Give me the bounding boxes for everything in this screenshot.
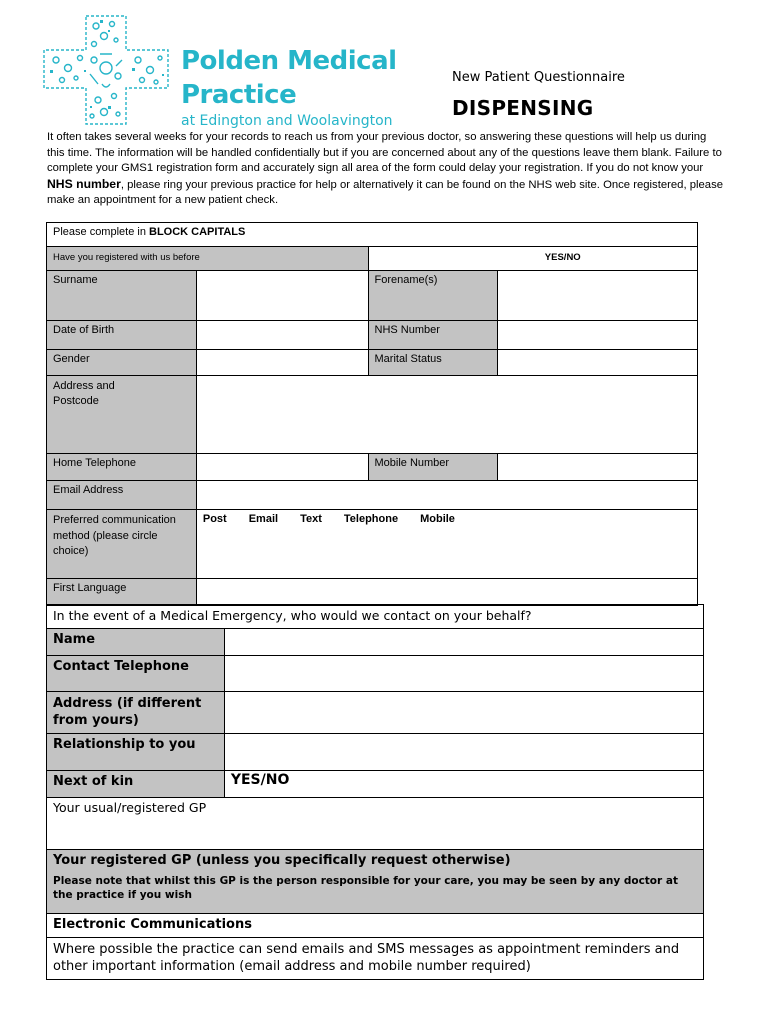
- usual-gp-field[interactable]: Your usual/registered GP: [47, 798, 704, 850]
- preferred-communication-label: Preferred communication method (please circle choice): [47, 510, 197, 579]
- surname-label: Surname: [47, 271, 197, 321]
- dob-label: Date of Birth: [47, 321, 197, 350]
- registered-before-yes-no[interactable]: YES/NO: [368, 247, 698, 271]
- mobile-number-field[interactable]: [498, 454, 698, 481]
- registered-gp-note: Please note that whilst this GP is the person responsible for your care, you may be seen by any doctor at the practice if you wish: [53, 875, 678, 901]
- electronic-communications-heading: Electronic Communications: [47, 914, 704, 938]
- comm-option-post[interactable]: Post: [202, 513, 227, 525]
- nhs-number-label: NHS Number: [368, 321, 498, 350]
- registered-gp-heading: Your registered GP (unless you specifically request otherwise): [53, 853, 511, 868]
- marital-status-field[interactable]: [498, 350, 698, 376]
- comm-option-text[interactable]: Text: [300, 513, 322, 525]
- practice-name-line1: Polden Medical: [181, 46, 397, 76]
- surname-field[interactable]: [196, 271, 368, 321]
- emergency-name-label: Name: [47, 629, 225, 656]
- practice-logo-cross-icon: [42, 14, 170, 126]
- forenames-field[interactable]: [498, 271, 698, 321]
- marital-status-label: Marital Status: [368, 350, 498, 376]
- practice-name-line2: Practice: [181, 80, 297, 110]
- gender-label: Gender: [47, 350, 197, 376]
- page-title: DISPENSING: [452, 96, 594, 120]
- registered-gp-section: [47, 850, 704, 914]
- home-telephone-label: Home Telephone: [47, 454, 197, 481]
- relationship-field[interactable]: [224, 734, 703, 771]
- emergency-address-label: Address (if different from yours): [47, 692, 225, 734]
- registered-before-label: Have you registered with us before: [47, 247, 369, 271]
- patient-details-table: [46, 222, 698, 606]
- email-address-field[interactable]: [196, 481, 697, 510]
- emergency-name-field[interactable]: [224, 629, 703, 656]
- electronic-communications-text: Where possible the practice can send emails and SMS messages as appointment reminders and other important information (email address and mobile number required): [47, 938, 704, 980]
- address-label: Address and Postcode: [47, 376, 197, 454]
- comm-option-telephone[interactable]: Telephone: [343, 513, 399, 525]
- next-of-kin-yes-no[interactable]: YES/NO: [224, 771, 703, 798]
- communication-options: [196, 510, 697, 579]
- forenames-label: Forename(s): [368, 271, 498, 321]
- intro-paragraph: It often takes several weeks for your records to reach us from your previous doctor, so answering these questions will help us during this time. The information will be handled confidentially but if you are concerned about any of the questions leave them blank. Failure to complete your GMS1 registration form and accurately sign all area of the form could delay your registration. If you do not know your NHS number, please ring your previous practice for help or alternatively it can be found on the NHS web site. Once registered, please make an appointment for a new patient check.: [47, 131, 724, 207]
- first-language-field[interactable]: [196, 579, 697, 606]
- practice-tagline: at Edington and Woolavington: [181, 113, 393, 129]
- emergency-contact-telephone-field[interactable]: [224, 656, 703, 692]
- address-field[interactable]: [196, 376, 697, 454]
- emergency-address-field[interactable]: [224, 692, 703, 734]
- questionnaire-subtitle: New Patient Questionnaire: [452, 70, 625, 85]
- dob-field[interactable]: [196, 321, 368, 350]
- emergency-contact-telephone-label: Contact Telephone: [47, 656, 225, 692]
- comm-option-email[interactable]: Email: [248, 513, 279, 525]
- gender-field[interactable]: [196, 350, 368, 376]
- email-address-label: Email Address: [47, 481, 197, 510]
- nhs-number-field[interactable]: [498, 321, 698, 350]
- next-of-kin-label: Next of kin: [47, 771, 225, 798]
- first-language-label: First Language: [47, 579, 197, 606]
- relationship-label: Relationship to you: [47, 734, 225, 771]
- block-capitals-instruction: Please complete in BLOCK CAPITALS: [47, 223, 698, 247]
- emergency-contact-table: [46, 604, 704, 980]
- emergency-heading: In the event of a Medical Emergency, who would we contact on your behalf?: [47, 605, 704, 629]
- home-telephone-field[interactable]: [196, 454, 368, 481]
- comm-option-mobile[interactable]: Mobile: [420, 513, 455, 525]
- mobile-number-label: Mobile Number: [368, 454, 498, 481]
